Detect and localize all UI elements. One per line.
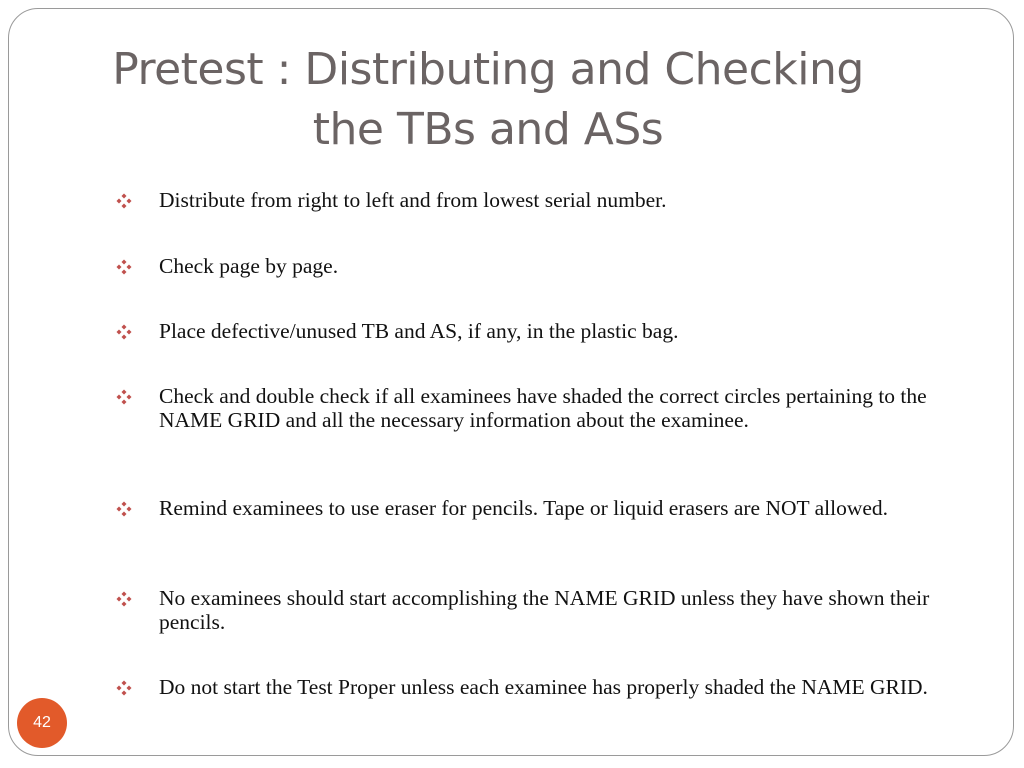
bullet-text: Distribute from right to left and from lowest serial number. [159, 188, 667, 212]
bullet-item [112, 675, 952, 699]
slide-title-line-1: Pretest : Distributing and Checking [112, 44, 864, 95]
bullet-item [112, 188, 952, 212]
bullet-text: Place defective/unused TB and AS, if any, in the plastic bag. [159, 319, 679, 343]
diamond-cluster-icon [112, 254, 159, 278]
bullet-item [112, 319, 952, 343]
bullet-item [112, 254, 952, 278]
bullet-text: Check and double check if all examinees have shaded the correct circles pertaining to the NAME GRID and all the necessary information about the examinee. [159, 384, 927, 432]
diamond-cluster-icon [112, 384, 159, 408]
diamond-cluster-icon [112, 586, 159, 610]
diamond-cluster-icon [112, 319, 159, 343]
diamond-cluster-icon [112, 675, 159, 699]
slide-title [70, 40, 906, 160]
bullet-text: Remind examinees to use eraser for pencils. Tape or liquid erasers are NOT allowed. [159, 496, 889, 520]
bullet-text: Check page by page. [159, 254, 339, 278]
diamond-cluster-icon [112, 496, 159, 520]
page-number-badge: 42 [17, 698, 67, 748]
diamond-cluster-icon [112, 188, 159, 212]
bullet-item [112, 586, 952, 634]
bullet-text: No examinees should start accomplishing the NAME GRID unless they have shown their pencils. [159, 586, 930, 634]
bullet-item [112, 496, 952, 520]
bullet-text: Do not start the Test Proper unless each examinee has properly shaded the NAME GRID. [159, 675, 928, 699]
slide-title-line-2: the TBs and ASs [312, 104, 664, 155]
bullet-item [112, 384, 952, 432]
